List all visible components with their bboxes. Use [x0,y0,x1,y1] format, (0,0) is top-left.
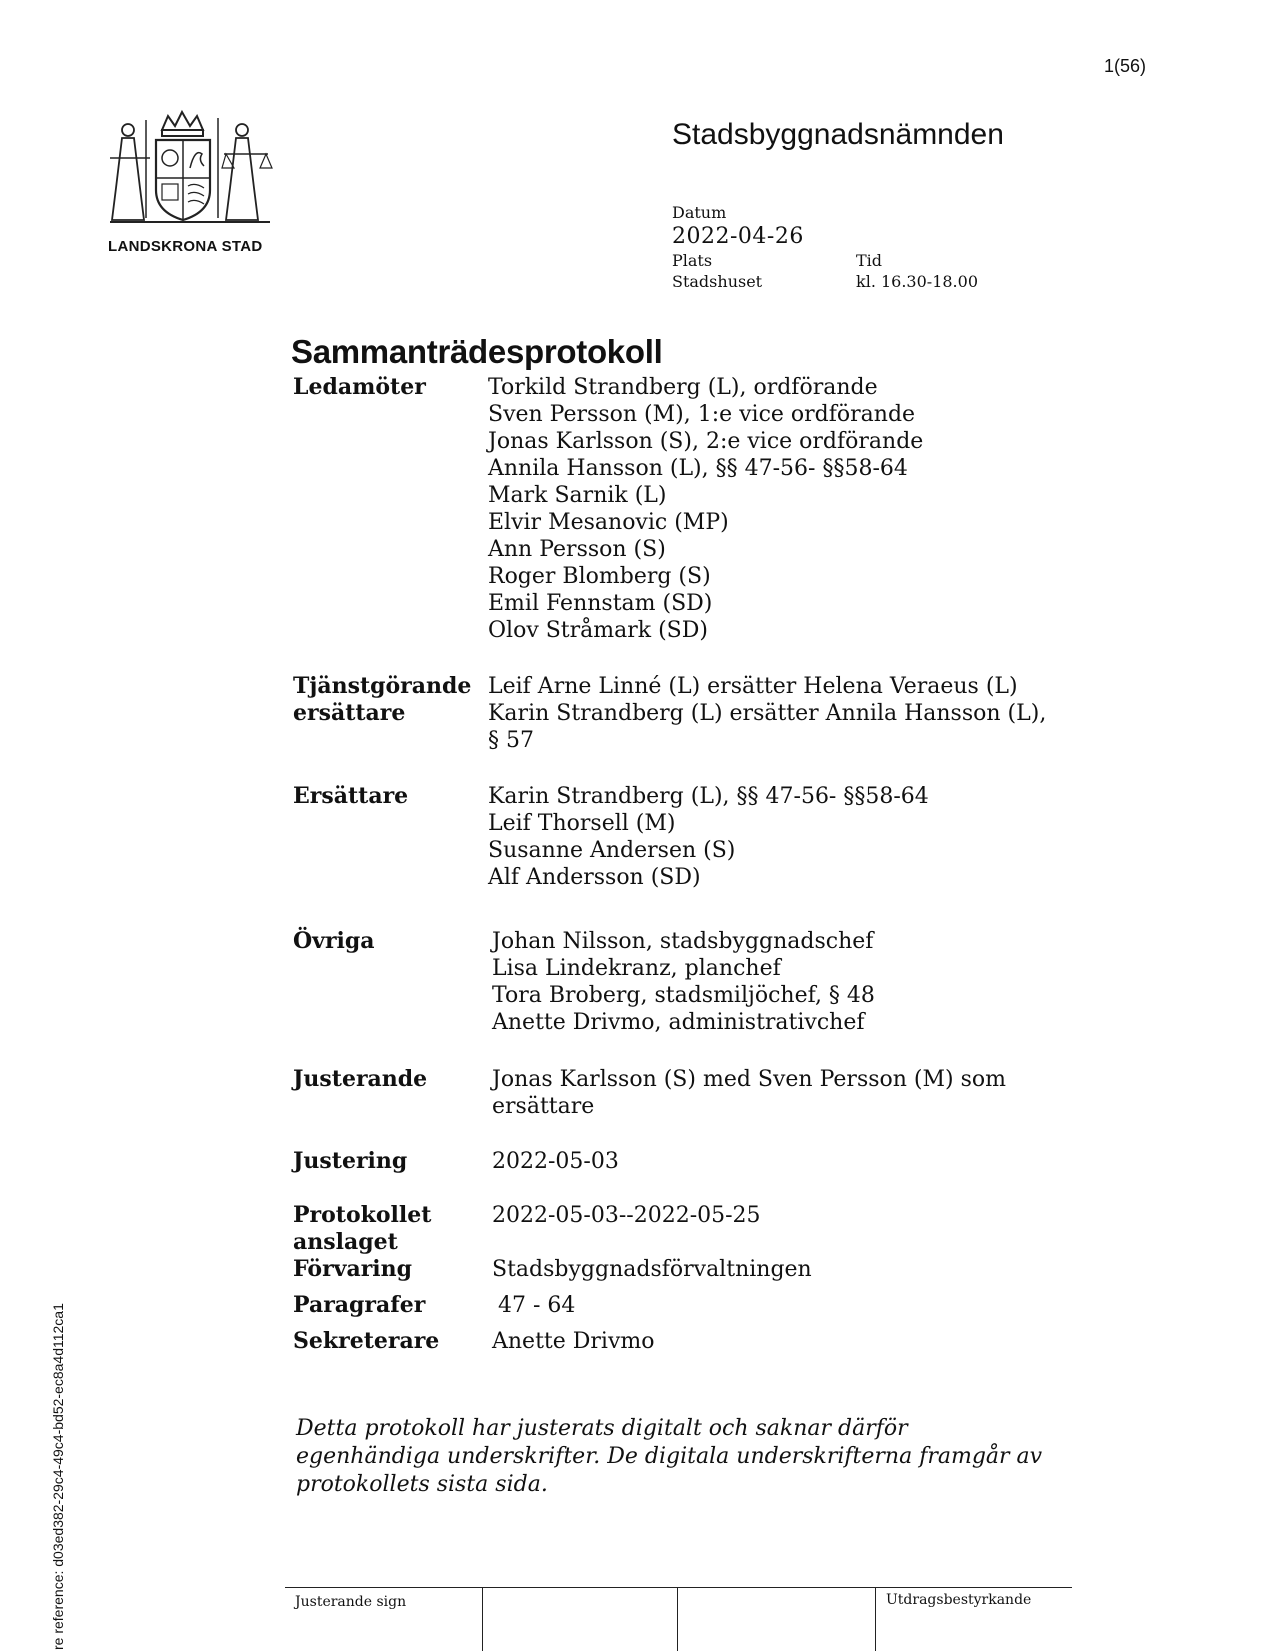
value-protokollet: 2022-05-03--2022-05-25 [492,1203,761,1228]
list-item: Karin Strandberg (L) ersätter Annila Hansson (L), [488,701,1047,726]
list-item: Sven Persson (M), 1:e vice ordförande [488,402,916,427]
list-tjanstgorande [488,673,1046,754]
time-label: Tid [856,251,883,270]
label-sekreterare: Sekreterare [293,1328,440,1354]
table-divider [482,1588,483,1651]
section-ledamoter [293,374,923,644]
time-value: kl. 16.30-18.00 [856,272,978,291]
list-item: ersättare [492,1094,595,1119]
signature-table [285,1587,1072,1651]
section-tjanstgorande [293,673,1046,754]
logo-text: LANDSKRONA STAD [108,238,263,255]
label-justerande: Justerande [293,1066,428,1092]
list-item: Mark Sarnik (L) [488,483,667,508]
logo [100,108,280,258]
list-ledamoter [488,374,923,644]
list-item: § 57 [488,728,534,753]
list-item: Lisa Lindekranz, planchef [492,956,781,981]
list-item: Jonas Karlsson (S) med Sven Persson (M) som [492,1067,1007,1092]
list-item: Jonas Karlsson (S), 2:e vice ordförande [488,429,924,454]
section-ovriga [293,928,875,1036]
table-divider [875,1588,876,1651]
section-paragrafer [293,1292,575,1319]
list-item: Karin Strandberg (L), §§ 47-56- §§58-64 [488,784,929,809]
section-justering [293,1148,619,1175]
label-paragrafer: Paragrafer [293,1292,426,1318]
table-divider [677,1588,678,1651]
list-item: Leif Arne Linné (L) ersätter Helena Veraeus (L) [488,674,1018,699]
section-protokollet [293,1202,761,1256]
label-tjanstgorande [293,673,488,754]
section-sekreterare [293,1328,655,1355]
value-paragrafer: 47 - 64 [498,1293,576,1318]
list-item: Tora Broberg, stadsmiljöchef, § 48 [492,983,875,1008]
section-justerande [293,1066,1006,1120]
label-ledamoter: Ledamöter [293,374,426,400]
label-ovriga: Övriga [293,928,375,954]
list-ovriga [492,928,875,1036]
digital-signature-note: Detta protokoll har justerats digitalt och saknar därför egenhändiga underskrifter. De digitala underskrifterna framgår av protokollets sista sida. [296,1416,1043,1497]
value-justering: 2022-05-03 [492,1149,619,1174]
list-item: Susanne Andersen (S) [488,838,736,863]
coat-of-arms-icon [100,108,280,233]
meeting-meta [672,202,978,292]
committee-name: Stadsbyggnadsnämnden [672,118,1004,151]
utdragsbestyrkande-label: Utdragsbestyrkande [886,1592,1032,1608]
place-value: Stadshuset [672,272,763,291]
label-protokollet [293,1202,488,1256]
label-line: Protokollet [293,1202,432,1228]
list-item: Ann Persson (S) [488,537,666,562]
list-item: Johan Nilsson, stadsbyggnadschef [492,929,874,954]
list-ersattare [488,783,929,891]
list-item: Roger Blomberg (S) [488,564,711,589]
date-label: Datum [672,203,727,222]
page-number: 1(56) [1104,56,1147,76]
list-item: Emil Fennstam (SD) [488,591,713,616]
list-justerande [492,1066,1006,1120]
value-forvaring: Stadsbyggnadsförvaltningen [492,1257,812,1282]
label-forvaring: Förvaring [293,1256,413,1282]
section-ersattare [293,783,929,891]
list-item: Torkild Strandberg (L), ordförande [488,375,878,400]
list-item: Annila Hansson (L), §§ 47-56- §§58-64 [488,456,908,481]
label-line: anslaget [293,1229,398,1255]
side-reference: re reference: d03ed382-29c4-49c4-bd52-ec8a4d112ca1 [50,1303,66,1650]
list-item: Olov Stråmark (SD) [488,618,708,643]
list-item: Leif Thorsell (M) [488,811,676,836]
label-ersattare: Ersättare [293,783,409,809]
value-sekreterare: Anette Drivmo [492,1329,655,1354]
label-justering: Justering [293,1148,408,1174]
section-forvaring [293,1256,812,1283]
page-title: Sammanträdesprotokoll [291,333,663,370]
list-item: Alf Andersson (SD) [488,865,701,890]
justerande-sign-label: Justerande sign [295,1594,407,1610]
place-label: Plats [672,251,713,270]
list-item: Anette Drivmo, administrativchef [492,1010,865,1035]
list-item: Elvir Mesanovic (MP) [488,510,729,535]
label-line: Tjänstgörande [293,673,472,699]
date-value: 2022-04-26 [672,224,804,249]
label-line: ersättare [293,700,406,726]
